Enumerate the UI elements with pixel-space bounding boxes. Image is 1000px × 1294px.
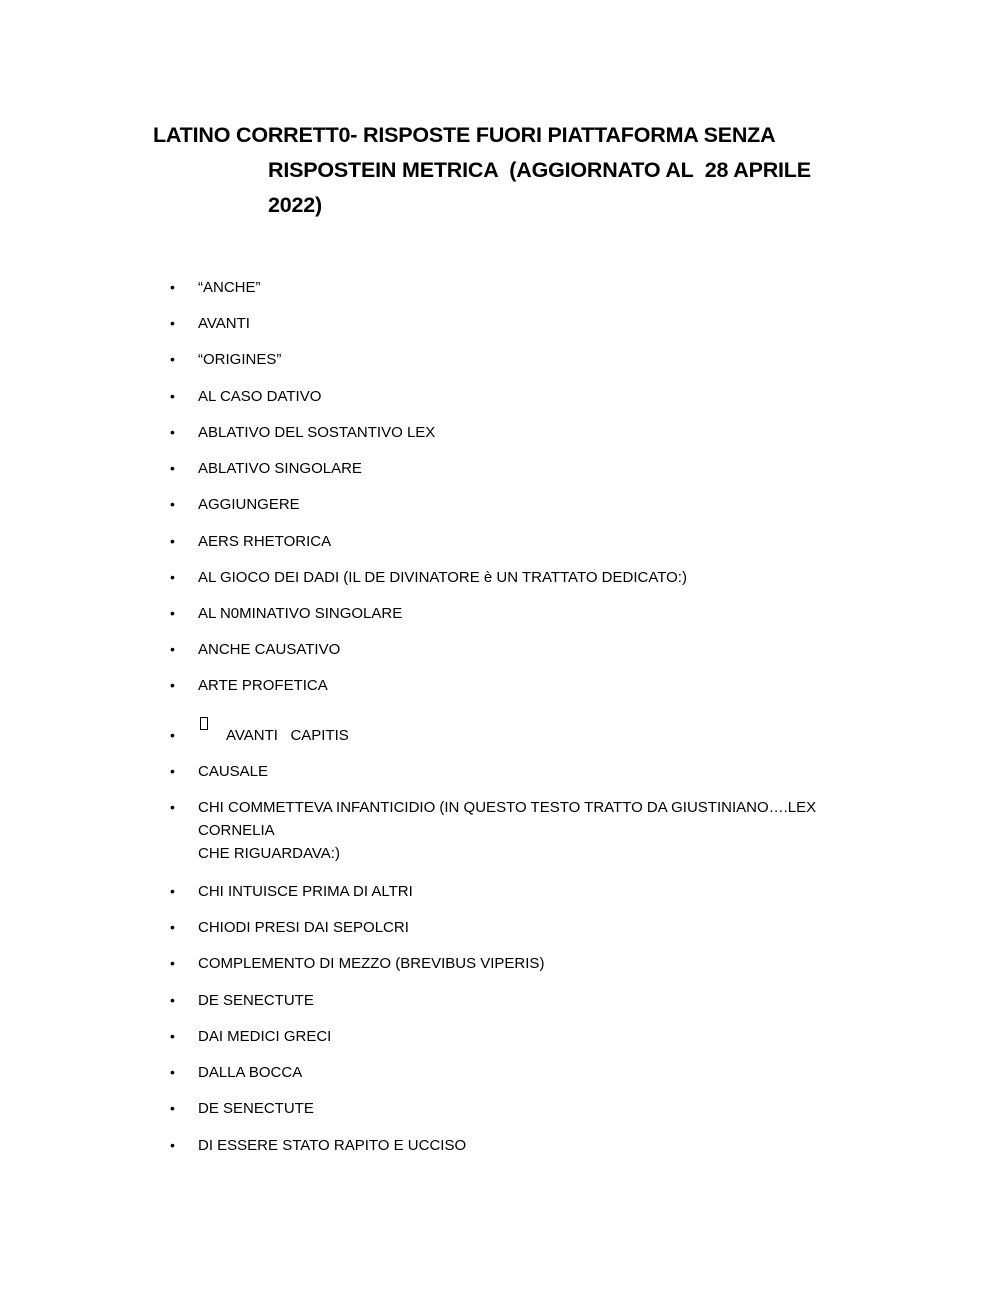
bullet: • (170, 424, 175, 440)
bullet: • (170, 460, 175, 476)
bullet: • (170, 388, 175, 404)
list-item-text: AL GIOCO DEI DADI (IL DE DIVINATORE è UN TRATTATO DEDICATO:) (198, 569, 687, 586)
document-title (153, 118, 853, 223)
list-item-text: DALLA BOCCA (198, 1064, 303, 1081)
list-item-text: CAUSALE (198, 763, 269, 780)
title-line-3: 2022) (268, 193, 322, 217)
bullet: • (170, 955, 175, 971)
list-item-text: “ANCHE” (198, 279, 261, 296)
list-item-text: AL CASO DATIVO (198, 388, 322, 405)
bullet: • (170, 799, 175, 815)
list-item-text: DE SENECTUTE (198, 1100, 314, 1117)
list-item-text: ABLATIVO SINGOLARE (198, 460, 362, 477)
bullet: • (170, 1137, 175, 1153)
bullet: • (170, 605, 175, 621)
list-item-text: ANCHE CAUSATIVO (198, 641, 341, 658)
list-item-text: ARTE PROFETICA (198, 677, 328, 694)
list-item-text-line-1: CHI COMMETTEVA INFANTICIDIO (IN QUESTO TESTO TRATTO DA GIUSTINIANO….LEX (198, 799, 817, 816)
bullet: • (170, 763, 175, 779)
list-item-text: AGGIUNGERE (198, 496, 300, 513)
list-item-text: AL N0MINATIVO SINGOLARE (198, 605, 403, 622)
list-item-text-line-2: CORNELIA (198, 822, 275, 839)
bullet: • (170, 496, 175, 512)
bullet: • (170, 641, 175, 657)
bullet: • (170, 677, 175, 693)
missing-glyph-icon (200, 717, 208, 730)
bullet: • (170, 315, 175, 331)
list-item-text: DE SENECTUTE (198, 992, 314, 1009)
list-item-text: AVANTI (198, 315, 250, 332)
bullet: • (170, 533, 175, 549)
bullet: • (170, 351, 175, 367)
list-item-text: CHIODI PRESI DAI SEPOLCRI (198, 919, 409, 936)
list-item-text: ABLATIVO DEL SOSTANTIVO LEX (198, 424, 436, 441)
list-item-text: AERS RHETORICA (198, 533, 332, 550)
bullet: • (170, 569, 175, 585)
list-item-text: AVANTI CAPITIS (226, 727, 349, 744)
bullet: • (170, 992, 175, 1008)
list-item-text: DI ESSERE STATO RAPITO E UCCISO (198, 1137, 467, 1154)
bullet: • (170, 279, 175, 295)
list-item-text: DAI MEDICI GRECI (198, 1028, 332, 1045)
list-item-text: CHI INTUISCE PRIMA DI ALTRI (198, 883, 413, 900)
list-item-text: COMPLEMENTO DI MEZZO (BREVIBUS VIPERIS) (198, 955, 545, 972)
bullet: • (170, 1028, 175, 1044)
list-item-text-line-3: CHE RIGUARDAVA:) (198, 845, 340, 862)
bullet: • (170, 883, 175, 899)
bullet: • (170, 1100, 175, 1116)
title-line-2: RISPOSTEIN METRICA (AGGIORNATO AL 28 APRILE (268, 158, 811, 182)
title-line-1: LATINO CORRETT0- RISPOSTE FUORI PIATTAFORMA SENZA (153, 123, 776, 147)
list-item-text: “ORIGINES” (198, 351, 282, 368)
bullet: • (170, 919, 175, 935)
bullet: • (170, 1064, 175, 1080)
bullet: • (170, 727, 175, 743)
